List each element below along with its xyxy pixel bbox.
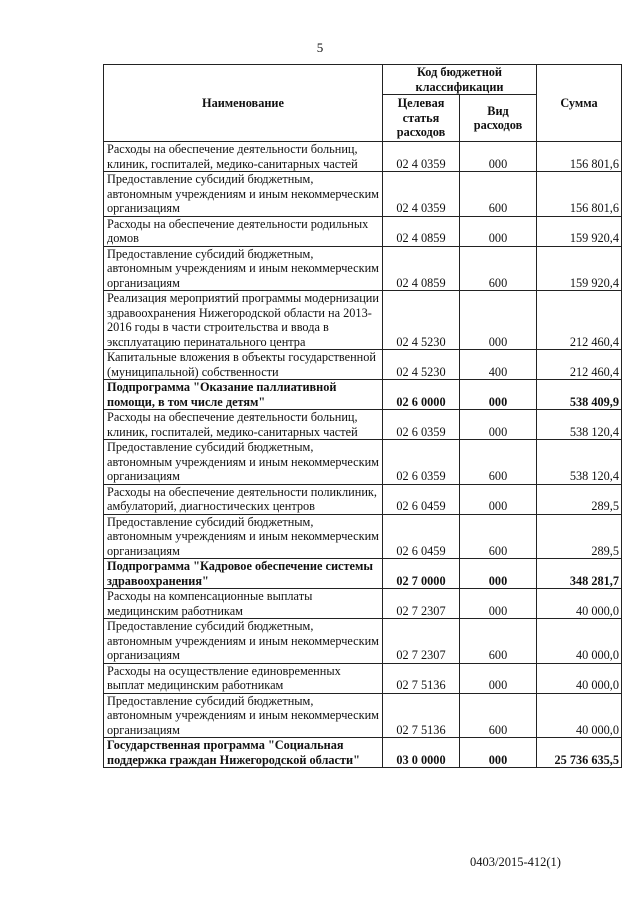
table-row [104,291,622,350]
row-target-code: 02 6 0359 [383,440,460,485]
row-expense-type: 000 [460,663,537,693]
row-expense-type: 400 [460,350,537,380]
row-name: Предоставление субсидий бюджетным, автономным учреждениям и иным некоммерческим организациям [104,514,383,559]
row-sum: 212 460,4 [537,350,622,380]
row-name: Расходы на осуществление единовременных выплат медицинским работникам [104,663,383,693]
row-expense-type: 000 [460,291,537,350]
row-name: Расходы на компенсационные выплаты медицинским работникам [104,589,383,619]
row-name: Капитальные вложения в объекты государственной (муниципальной) собственности [104,350,383,380]
row-expense-type: 600 [460,246,537,291]
row-name: Расходы на обеспечение деятельности больниц, клиник, госпиталей, медико-санитарных частей [104,410,383,440]
row-expense-type: 600 [460,693,537,738]
row-expense-type: 000 [460,738,537,768]
table-row [104,738,622,768]
table-header [104,65,622,142]
row-sum: 40 000,0 [537,619,622,664]
document-code: 0403/2015-412(1) [470,855,561,869]
row-name: Предоставление субсидий бюджетным, автономным учреждениям и иным некоммерческим организациям [104,172,383,217]
row-name: Предоставление субсидий бюджетным, автономным учреждениям и иным некоммерческим организациям [104,440,383,485]
row-name: Реализация мероприятий программы модернизации здравоохранения Нижегородской области на 2013-2016 годы в части строительства и ввода в эксплуатацию перинатального центра [104,291,383,350]
row-name: Предоставление субсидий бюджетным, автономным учреждениям и иным некоммерческим организациям [104,693,383,738]
table-row [104,619,622,664]
row-sum: 538 409,9 [537,380,622,410]
row-name: Расходы на обеспечение деятельности больниц, клиник, госпиталей, медико-санитарных частей [104,142,383,172]
row-sum: 348 281,7 [537,559,622,589]
row-target-code: 02 6 0459 [383,484,460,514]
row-sum: 25 736 635,5 [537,738,622,768]
header-type: Вид расходов [460,95,537,142]
row-expense-type: 000 [460,216,537,246]
row-expense-type: 600 [460,514,537,559]
row-sum: 156 801,6 [537,172,622,217]
row-expense-type: 000 [460,410,537,440]
table-row [104,246,622,291]
row-sum: 159 920,4 [537,216,622,246]
row-expense-type: 000 [460,380,537,410]
row-target-code: 02 7 2307 [383,589,460,619]
table-row [104,693,622,738]
row-target-code: 02 7 0000 [383,559,460,589]
row-target-code: 02 6 0000 [383,380,460,410]
row-target-code: 02 7 2307 [383,619,460,664]
row-expense-type: 600 [460,440,537,485]
row-sum: 40 000,0 [537,589,622,619]
row-name: Подпрограмма "Оказание паллиативной помощи, в том числе детям" [104,380,383,410]
row-expense-type: 600 [460,172,537,217]
table-row [104,514,622,559]
row-target-code: 02 4 0359 [383,172,460,217]
row-sum: 289,5 [537,514,622,559]
header-name: Наименование [104,65,383,142]
row-target-code: 02 7 5136 [383,663,460,693]
table-row [104,440,622,485]
table-row [104,172,622,217]
table-row [104,484,622,514]
row-expense-type: 000 [460,484,537,514]
header-code-group: Код бюджетной классификации [383,65,537,95]
row-name: Расходы на обеспечение деятельности поликлиник, амбулаторий, диагностических центров [104,484,383,514]
row-name: Подпрограмма "Кадровое обеспечение системы здравоохранения" [104,559,383,589]
row-target-code: 02 4 0359 [383,142,460,172]
table-row [104,663,622,693]
page-number: 5 [316,40,324,55]
table-row [104,350,622,380]
row-sum: 289,5 [537,484,622,514]
row-target-code: 02 4 5230 [383,350,460,380]
row-sum: 40 000,0 [537,693,622,738]
row-sum: 159 920,4 [537,246,622,291]
table-row [104,559,622,589]
budget-table-container [103,64,621,768]
row-sum: 212 460,4 [537,291,622,350]
row-name: Предоставление субсидий бюджетным, автономным учреждениям и иным некоммерческим организациям [104,246,383,291]
row-target-code: 02 6 0359 [383,410,460,440]
row-sum: 156 801,6 [537,142,622,172]
table-row [104,410,622,440]
row-expense-type: 600 [460,619,537,664]
table-row [104,589,622,619]
row-target-code: 02 4 0859 [383,216,460,246]
row-name: Государственная программа "Социальная поддержка граждан Нижегородской области" [104,738,383,768]
row-sum: 538 120,4 [537,440,622,485]
row-expense-type: 000 [460,142,537,172]
header-sum: Сумма [537,65,622,142]
budget-table [103,64,622,768]
row-sum: 538 120,4 [537,410,622,440]
row-expense-type: 000 [460,589,537,619]
row-target-code: 02 7 5136 [383,693,460,738]
row-target-code: 03 0 0000 [383,738,460,768]
table-body [104,142,622,768]
row-name: Расходы на обеспечение деятельности родильных домов [104,216,383,246]
table-row [104,216,622,246]
header-target: Целевая статья расходов [383,95,460,142]
row-expense-type: 000 [460,559,537,589]
row-target-code: 02 4 5230 [383,291,460,350]
row-target-code: 02 6 0459 [383,514,460,559]
table-row [104,142,622,172]
row-target-code: 02 4 0859 [383,246,460,291]
table-row [104,380,622,410]
row-sum: 40 000,0 [537,663,622,693]
row-name: Предоставление субсидий бюджетным, автономным учреждениям и иным некоммерческим организациям [104,619,383,664]
